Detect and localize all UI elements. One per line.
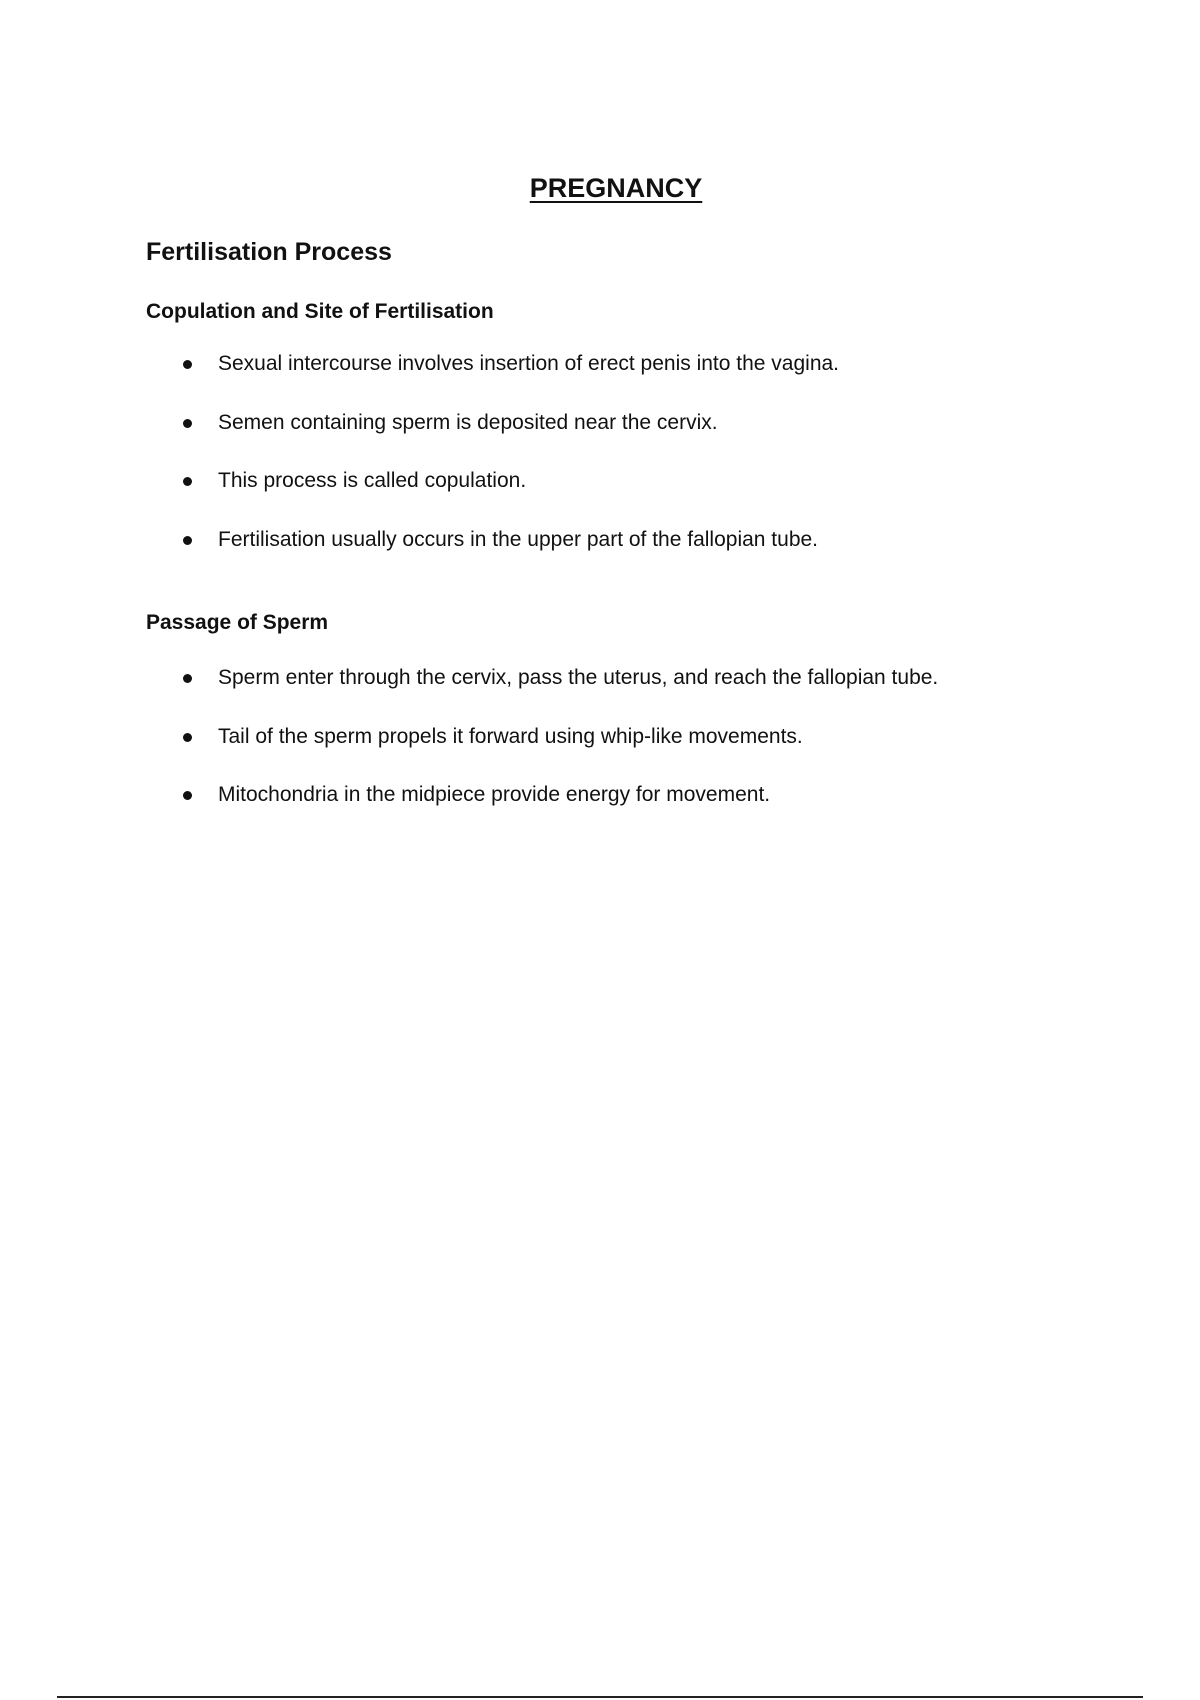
list-item-text: Sexual intercourse involves insertion of erect penis into the vagina. — [218, 352, 840, 375]
list-item — [0, 665, 1200, 724]
bullet-icon — [183, 674, 192, 683]
list-item — [0, 468, 1200, 527]
bullet-list-copulation — [0, 351, 1200, 585]
list-item — [0, 351, 1200, 410]
section-heading: Fertilisation Process — [146, 238, 392, 266]
bullet-icon — [183, 791, 192, 800]
list-item-text: This process is called copulation. — [218, 469, 527, 492]
list-item-text: Mitochondria in the midpiece provide energy for movement. — [218, 783, 771, 806]
list-item-text: Tail of the sperm propels it forward using whip-like movements. — [218, 724, 803, 748]
list-item — [0, 410, 1200, 469]
subsection-heading-passage-of-sperm: Passage of Sperm — [146, 611, 329, 634]
list-item-text: Fertilisation usually occurs in the upper part of the fallopian tube. — [218, 527, 819, 551]
list-item-text: Sperm enter through the cervix, pass the uterus, and reach the fallopian tube. — [218, 666, 939, 689]
bullet-icon — [183, 536, 192, 545]
list-item — [0, 527, 1200, 586]
bullet-icon — [183, 360, 192, 369]
bullet-icon — [183, 477, 192, 486]
bullet-icon — [183, 419, 192, 428]
list-item — [0, 782, 1200, 841]
subsection-heading-copulation: Copulation and Site of Fertilisation — [146, 300, 494, 323]
footer-divider — [57, 1696, 1143, 1698]
document-title: PREGNANCY — [529, 173, 703, 203]
bullet-list-passage-of-sperm — [0, 665, 1200, 841]
bullet-icon — [183, 733, 192, 742]
list-item — [0, 724, 1200, 783]
list-item-text: Semen containing sperm is deposited near the cervix. — [218, 410, 718, 434]
